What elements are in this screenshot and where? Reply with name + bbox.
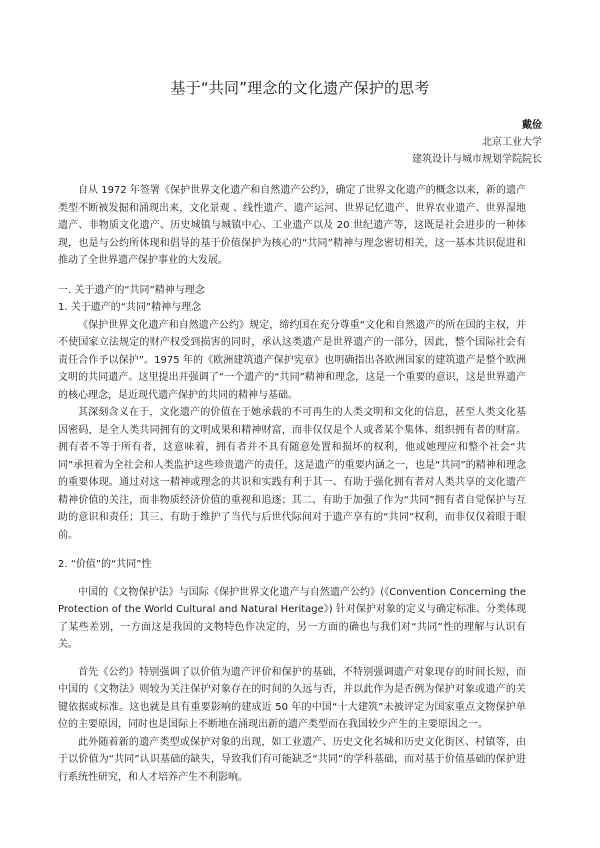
page-title: 基于“共同”理念的文化遗产保护的思考 (170, 79, 430, 97)
author-name: 戴俭 (522, 120, 542, 131)
document-body (58, 182, 526, 786)
paragraph: 其深刻含义在于，文化遗产的价值在于她承载的不可再生的人类文明和文化的信息，甚至人类文化基因密码，是全人类共同拥有的文明成果和精神财富，而非仅仅是个人或者某个集体、组织拥有者的财富。拥有者不等于所有者，这意味着，拥有者并不具有随意处置和损坏的权利，他或她理应和整个社会“共同”承担着为全社会和人类监护这些珍贵遗产的责任，这是遗产的重要内涵之一，也是“共同”的精神和理念的重要体现。通过对这一精神或理念的共识和实践有利于其一、有助于强化拥有者对人类共享的文化遗产精神价值的关注，而非物质经济价值的重视和追逐；其二、有助于加强了作为“共同”拥有者自觉保护与互助的意识和责任；其三、有助于维护了当代与后世代际间对于遗产享有的“共同”权利，而非仅仅着眼于眼前。 (58, 407, 526, 541)
author-affiliation-university: 北京工业大学 (482, 137, 542, 148)
author-block (412, 117, 542, 168)
paragraph: 《保护世界文化遗产和自然遗产公约》规定，缔约国在充分尊重“文化和自然遗产的所在国的主权，并不使国家立法规定的财产权受到损害的同时，承认这类遗产是世界遗产的一部分，因此，整个国际社会有责任合作予以保护”。1975 年的《欧洲建筑遗产保护宪章》也明确指出各欧洲国家的建筑遗产是整个欧洲文明的共同遗产。这里提出并强调了“一个遗产的“共同”精神和理念，这是一个重要的意识，这是世界遗产的核心理念，是近现代遗产保护的共同的精神与基础。 (58, 319, 526, 401)
subsection-heading-1: 1. 关于遗产的“共同”精神与理念 (58, 302, 202, 313)
intro-paragraph: 自从 1972 年签署《保护世界文化遗产和自然遗产公约》，确定了世界文化遗产的概念以来，新的遗产类型不断被发掘和涌现出来，文化景观 、线性遗产、遗产运河、世界记忆遗产、世界农业遗产、世界湿地遗产、非物质文化遗产、历史城镇与城镇中心、工业遗产以及 20 世纪遗产等，这既是社会进步的一种体现，也是与公约所体现和倡导的基于价值保护为核心的“共同”精神与理念密切相关，这一基本共识促进和推动了全世界遗产保护事业的大发展。 (58, 185, 526, 266)
subsection-heading-2: 2. “价值”的“共同”性 (58, 559, 152, 570)
paragraph: 首先《公约》特别强调了以价值为遗产评价和保护的基础，不特别强调遗产对象现存的时间长短，而中国的《文物法》则较为关注保护对象存在的时间的久远与否，并以此作为是否例为保护对象或遗产的关键依据或标准。这也就是具有重要影响的建成近 50 年的中国“十大建筑”未被评定为国家重点文物保护单位的主要原因，同时也是国际上不断地在涌现出新的遗产类型而在我国较少产生的主要原因之一。 (58, 666, 526, 730)
paragraph: 此外随着新的遗产类型或保护对象的出现，如工业遗产、历史文化名城和历史文化街区、村镇等，由于以价值为“共同”认识基础的缺失，导致我们有可能缺乏“共同”的学科基础，而对基于价值基础的保护进行系统性研究，和人才培养产生不利影响。 (58, 736, 526, 783)
author-affiliation-college: 建筑设计与城市规划学院院长 (412, 154, 542, 165)
section-heading-1: 一. 关于遗产的“共同”精神与理念 (58, 284, 205, 296)
paragraph: 中国的《文物保护法》与国际《保护世界文化遗产与自然遗产公约》(《Convention Concerning the Protection of the World Cultural and Natural Heritage》) 针对保护对象的定义与确定标准、分类体现了某些差别，一方面这是我国的文物特色作决定的，另一方面的确也与我们对“共同”性的理解与认识有关。 (58, 586, 526, 650)
